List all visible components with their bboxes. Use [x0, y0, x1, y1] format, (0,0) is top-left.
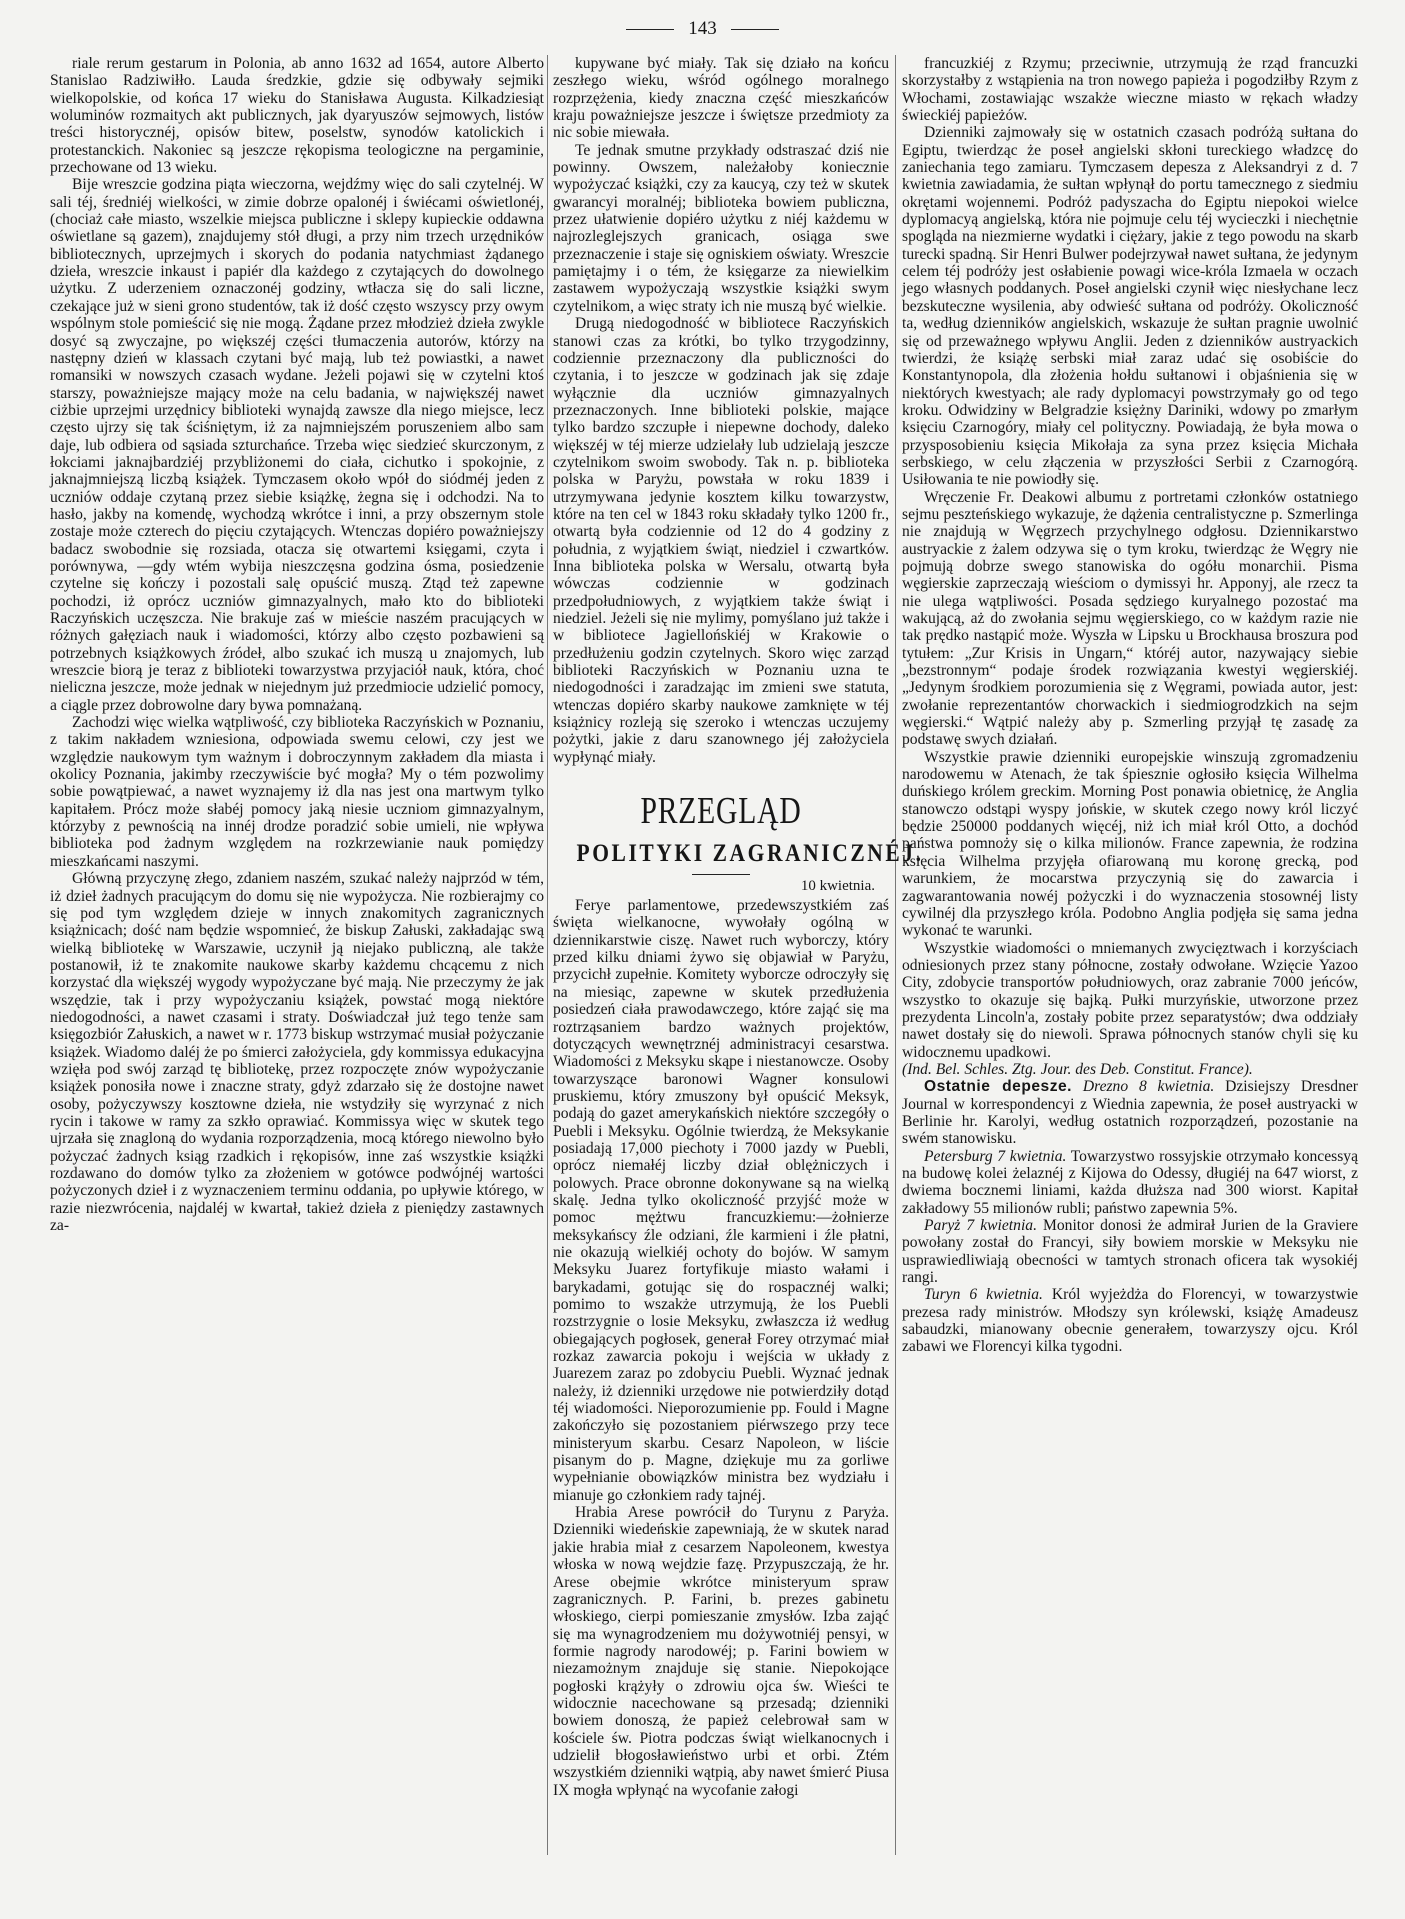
- paragraph: [902, 749, 1358, 940]
- column-2-article-continuation: [553, 55, 889, 766]
- dispatch-dateline: Turyn 6 kwietnia.: [924, 1286, 1043, 1304]
- paragraph: Ferye parlamentowe, przedewszystkiém zaś święta wielkanocne, wywołały ogólną w dziennikarstwie ciszę. Nawet ruch wyborczy, który przed kilku dniami żywo się objawiał w Paryżu, przycichł zupełnie. Komitety wyborcze odroczyły się na miesiąc, zapewne w skutek przedłużenia posiedzeń ciała prawodawczego, które zająć się ma roztrząsaniem bardzo ważnych projektów, dotyczących wewnętrznéj administracyi cesarstwa. Wiadomości z Meksyku skąpe i niestanowcze. Osoby towarzyszące baronowi Wagner konsulowi pruskiemu, który zmuszony był opuścić Meksyk, podają do gazet amerykańskich niektóre szczegóły o Puebli i Meksyku. Ogólnie twierdzą, że Meksykanie posiadają 17,000 piechoty i 7000 jazdy w Puebli, oprócz niemałéj liczby dział oblężniczych i polowych. Prace obronne dokonywane są na wielką skalę. Jedna tylko okoliczność przyjść może w pomoc mężtwu francuzkiemu:—żołnierze meksykańscy źle odziani, źle karmieni i źle płatni, nie okazują wielkiéj ochoty do bojów. W samym Meksyku Juarez fortyfikuje miasto wałami i barykadami, gotując się do rospacznéj walki; pomimo to wszakże utrzymują, że los Puebli rozstrzygnie o losie Meksyku, zwłaszcza iż według obiegających pogłosek, generał Forey otrzymać miał rozkaz zawarcia pokoju i wejścia w układy z Juarezem zaraz po zdobyciu Puebli. Wyznać jednak należy, iż dzienniki urzędowe nie potwierdziły dotąd téj wiadomości. Nieporozumienie pp. Fould i Magne zakończyło się pozostaniem piérwszego przy tece ministeryum skarbu. Cesarz Napoleon, w liście pisanym do p. Magne, dziękuje mu za gorliwe wypełnianie obowiązków ministra bez wydziału i mianuje go członkiem rady tajnéj.: [553, 897, 889, 1504]
- column-rule: [895, 55, 896, 1855]
- paragraph: [902, 940, 1358, 1061]
- column-rule: [547, 55, 548, 1855]
- dispatch-text: Towarzystwo rossyjskie otrzymało koncessyą na budowę kolei żelaznéj z Kijowa do Odessy, długiéj na 647 wiorst, z dwiema bocznemi liniami, każda dłuższa nad 300 wiorst. Kapitał zakładowy 55 milionów rubli; państwo zapewnia 5%.: [902, 1147, 1358, 1217]
- paragraph: Te jednak smutne przykłady odstraszać dziś nie powinny. Owszem, należałoby koniecznie wypożyczać książki, czy za kaucyą, czy też w skutek gwarancyi moralnéj; biblioteka bowiem publiczna, przez ułatwienie dopiéro użytku z niéj każdemu w najrozleglejszych granicach, osiąga swe przeznaczenie i staje się ogniskiem oświaty. Wreszcie pamiętajmy i o tém, że księgarze za niewielkim zastawem wypożyczają wszystkie książki swym czytelnikom, a więc straty ich nie muszą być wielkie.: [553, 141, 889, 315]
- paragraph: kupywane być miały. Tak się działo na końcu zeszłego wieku, wśród ogólnego moralnego rozprzężenia, kiedy znaczna część mieszkańców kraju poważniejsze jeszcze i świętsze przedmioty za nic sobie miewała.: [553, 55, 889, 142]
- dispatch-dateline: Paryż 7 kwietnia.: [924, 1217, 1037, 1235]
- foreign-politics-review: [553, 897, 889, 1799]
- paragraph-text: Dzienniki zajmowały się w ostatnich czasach podróżą sułtana do Egiptu, twierdząc że poseł angielski skłoni tureckiego władzcę do zaniechania tego zamiaru. Tymczasem depesza z Aleksandryi z d. 7 kwietnia zawiadamia, że sułtan wpłynął do portu tamecznego z siedmiu okrętami wojennemi. Podróż padyszacha do Egiptu niepokoi wielce dyplomacyą angielską, która nie pojmuje celu téj wycieczki i niechętnie spogląda na niezmierne wydatki i ciężary, jakie z tego powodu na skarb turecki spadną. Sir Henri Bulwer podejrzywał nawet sułtana, że jedynym celem téj podróży jest osłabienie powagi wice-króla Izmaela w oczach jego własnych poddanych. Poseł angielski czynił więc niesłychane lecz bezskuteczne wysilenia, aby odwieść sułtana od podróży. Okoliczność ta, według dzienników angielskich, wskazuje że sułtan pragnie uwolnić się od przeważnego wpływu Anglii. Jeden z dzienników austryackich twierdzi, że książę serbski miał zaraz udać się osobiście do Konstantynopola, dla złożenia hołdu sułtanowi i objaśnienia się w niektórych kwestyach; ale rady dyplomacyi powstrzymały go od tego kroku. Odwidziny w Belgradzie księżny Dariniki, wdowy po zmarłym księciu Czarnogóry, miały cel polityczny. Powiadają, że była mowa o przysposobieniu księcia Mikołaja za syna przez księcia Michała serbskiego, w celu złączenia w przyszłości Serbii z Czarnogórą. Usiłowania te nie powiodły się.: [902, 124, 1358, 489]
- divider: [731, 29, 779, 30]
- column-3-article: [902, 55, 1358, 1356]
- section-date: 10 kwietnia.: [800, 878, 875, 895]
- paragraph: Drugą niedogodność w bibliotece Raczyńskich stanowi czas za krótki, bo tylko trzygodzinny, codziennie przeznaczony dla publiczności do czytania, i to jeszcze w godzinach jak się zdaje wyłącznie dla uczniów gimnazyalnych przeznaczonych. Inne biblioteki polskie, mające tylko bardzo szczupłe i niepewne dochody, daleko większéj w téj mierze udzielały lub udzielają jeszcze czytelnikom swoim swobody. Tak n. p. biblioteka polska w Paryżu, powstała w roku 1839 i utrzymywana jedynie kosztem kilku towarzystw, które na ten cel w 1843 roku składały tylko 1200 fr., otwartą była codziennie od 12 do 4 godziny z południa, z wyjątkiem świąt, niedziel i czwartków. Inna biblioteka polska w Wersalu, otwartą była wówczas codziennie w godzinach przedpołudniowych, z wyjątkiem także świąt i niedziel. Jeżeli się nie mylimy, pomyślano już także i w bibliotece Jagiellońskiéj w Krakowie o przedłużeniu godzin czytelnych. Skoro więc zarząd biblioteki Raczyńskich w Poznaniu uzna te niedogodności i zaradzając im zmieni swe statuta, wtenczas dopiéro skarby naukowe zamknięte w téj książnicy rozleją się szeroko i wtenczas uczujemy pożytki, jakie z daru szanownego jéj założyciela wypłynąć miały.: [553, 315, 889, 766]
- dispatch-item: [902, 1148, 1358, 1217]
- dispatch-text: Dzisiejszy Dresdner Journal w korrespondencyi z Wiednia zapewnia, że poseł austryacki w Berlinie hr. Karolyi, według ostatnich rozporządzeń, pozostanie na swém stanowisku.: [902, 1078, 1358, 1148]
- paragraph: riale rerum gestarum in Polonia, ab anno 1632 ad 1654, autore Alberto Stanislao Radziwiłło. Lauda średzkie, gdzie się odbywały sejmiki wielkopolskie, od końca 17 wieku do Stanisława Augusta. Kilkadziesiąt woluminów rozmaitych akt publicznych, jak dyaryuszów sejmowych, listów treści historycznéj, opisów bitew, poselstw, synodów katolickich i protestanckich. Nakoniec są jeszcze rękopisma teologiczne na pergaminie, przechowane od 13 wieku.: [50, 55, 544, 177]
- paragraph-text: Wszystkie prawie dzienniki europejskie winszują zgromadzeniu narodowemu w Atenach, że tak śpiesznie ogłosiło księcia Wilhelma duńskiego królem greckim. Morning Post ponawia obietnicę, że Anglia stanowczo odstąpi wyspy jońskie, w skutek czego nowy król liczyć będzie 250000 poddanych więcéj, niż ich miał król Otto, a dochód państwa pomnoży się o kilka milionów. France zapewnia, że rodzina księcia Wilhelma przyjęła ofiarowaną mu koronę grecką, pod warunkiem, że mocarstwa przyczynią się do zawarcia i zagwarantowania nowéj pożyczki i do wyznaczenia stosownéj listy cywilnéj dla przyszłego króla. Podobno Anglia podjęła się sama jedna wykonać te warunki.: [902, 748, 1358, 940]
- title-rule: [692, 874, 750, 875]
- dispatch-text: Król wyjeżdża do Florencyi, w towarzystwie prezesa rady ministrów. Młodszy syn królewski, książę Amadeusz sabaudzki, mianowany obecnie generałem, towarzyszy ojcu. Król zabawi we Florencyi kilka tygodni.: [902, 1286, 1358, 1356]
- page-number-text: 143: [688, 18, 717, 39]
- dispatch-text: Monitor donosi że admirał Jurien de la Graviere powołany został do Francyi, siły bowiem morskie w Meksyku nie usprawiedliwiają obecności w tamtych stronach oficera tak wysokiéj rangi.: [902, 1217, 1358, 1287]
- paragraph: Bije wreszcie godzina piąta wieczorna, wejdźmy więc do sali czytelnéj. W sali téj, średniéj wielkości, w zimie dobrze opalonéj i świécami oświetlonéj, (chociaż całe miasto, wszelkie miejsca publiczne i sklepy kupieckie oddawna oświetlane są gazem), znajdujemy stół długi, a przy nim trzech urzędników bibliotecznych, uprzejmych i skorych do podania natychmiast żądanego dzieła, wreszcie inkaust i papiér dla każdego z czytających do dowolnego użytku. Z uderzeniem oznaczonéj godziny, wtłacza się do sali liczne, czekające już w sieni grono studentów, tak iż dość często wszyscy przy owym wspólnym stole pomieścić się nie mogą. Żądane przez młodzież dzieła zwykle dosyć są zwyczajne, po większéj części tłumaczenia autorów, którzy na następny dzień w klassach czytani być mają, lub też powiastki, a nawet romansiki w nowszych czasach wydane. Jeżeli pojawi się w czytelni ktoś starszy, poważniejsze mający może na celu badania, w największéj nawet ciżbie uprzejmi urzędnicy biblioteki wynajdą zawsze dla niego miejsce, lecz często ujrzy się tak ściśniętym, iż za najmniejszém poruszeniem albo sam daje, lub odbiera od sąsiada szturchańce. Trzeba więc siedzieć skurczonym, z łokciami jaknajbardziéj przybliżonemi do ciała, cichutko i spokojnie, z jaknajmniejszą liczbą książek. Tymczasem około wpół do siódméj jeden z uczniów oddaje czytaną przez siebie książkę, żegna się i odchodzi. Na to hasło, jakby na komendę, wychodzą wkrótce i inni, a przy obszernym stole zostaje może czterech do pięciu czytających. Wtenczas dopiéro poważniejszy badacz swobodnie się rozsiada, otacza się otwartemi księgami, czyta i porównywa, —gdy wtém wybija nieszczęsna godzina ósma, posiedzenie czytelne się kończy i pozostali salę opuścić muszą. Ztąd też zapewne pochodzi, iż oprócz uczniów gimnazyalnych, mało kto do biblioteki Raczyńskich uczęszcza. Nie brakuje zaś w mieście naszém pracujących w różnych gałęziach nauk i wiadomości, którzy albo często pozbawieni są potrzebnych książkowych źródeł, albo szukać ich muszą u znajomych, lub wreszcie biorą je teraz z biblioteki towarzystwa przyjaciół nauk, która, choć nieliczna jeszcze, może jednak w niejednym już przedmiocie udzielić pomocy, a ciągle przez dobrowolne dary bywa pomnażaną.: [50, 176, 544, 714]
- paragraph: [902, 124, 1358, 488]
- dispatches-heading: Ostatnie depesze.: [924, 1078, 1072, 1096]
- paragraph: Zachodzi więc wielka wątpliwość, czy biblioteka Raczyńskich w Poznaniu, z takim nakładem wzniesiona, odpowiada swemu celowi, czy jest we względzie naukowym tym ważnym i dobroczynnym zakładem dla miasta i okolicy Poznania, jakimby rzeczywiście być mogła? My o tém pozwolimy sobie powątpiewać, a nawet wyznajemy iż dla nas jest ona martwym tylko kapitałem. Prócz może słabéj pomocy jaką niesie uczniom gimnazyalnym, którzyby z pewnością na innéj drodze poradzić sobie umieli, nie wpływa biblioteka pod żadnym względem na rozkrzewianie nauk pomiędzy mieszkańcami naszymi.: [50, 714, 544, 870]
- paragraph-text: Wręczenie Fr. Deakowi albumu z portretami członków ostatniego sejmu peszteńskiego wykazuje, że dążenia centralistyczne p. Szmerlinga nie znajdują w Węgrzech przychylnego odgłosu. Dziennikarstwo austryackie z żalem odzywa się o tym kroku, twierdząc że Węgry nie pojmują dobrze swego stanowiska do ogółu monarchii. Pisma węgierskie zaprzeczają wieściom o dymissyi hr. Apponyj, ale rzecz ta nie ulega wątpliwości. Posada sędziego kuryalnego pozostać ma wakującą, aż do zwołania sejmu węgierskiego, co w każdym razie nie tak prędko nastąpić może. Wyszła w Lipsku u Brockhausa broszura pod tytułem: „Zur Krisis in Ungarn,“ któréj autor, nazywający siebie „bezstronnym“ podaje środek rozwiązania kwestyi węgierskiéj. „Jedynym środkiem porozumienia się z Węgrami, powiada autor, jest: zwołanie reprezentantów chorwackich i siedmiogrodzkich na sejm węgierski.“ Wątpić należy aby p. Szmerling przyjął tę zasadę za podstawę swych działań.: [902, 488, 1358, 749]
- divider: [626, 29, 674, 30]
- section-subtitle: POLITYKI ZAGRANICZNÉJ.: [576, 840, 924, 868]
- paragraph-text: francuzkiéj z Rzymu; przeciwnie, utrzymują że rząd francuzki skorzystałby z wstąpienia na tron nowego papieża i pogodziłby Rzym z Włochami, zostawiając wszakże wieczne miasto w rękach władzy świeckiéj papieżów.: [902, 55, 1358, 125]
- paragraph: Hrabia Arese powrócił do Turynu z Paryża. Dzienniki wiedeńskie zapewniają, że w skutek narad jakie hrabia miał z cesarzem Napoleonem, kwestya włoska w nową wejdzie fazę. Przypuszczają, że hr. Arese obejmie wkrótce ministeryum spraw zagranicznych. P. Farini, b. prezes gabinetu włoskiego, cierpi pomieszanie zmysłów. Izba zająć się ma wynagrodzeniem mu dożywotniéj pensyi, w formie nagrody narodowéj; p. Farini bowiem w niezamożnym znajduje się stanie. Niepokojące pogłoski krążyły o zdrowiu ojca św. Wieści te widocznie nacechowane są przesadą; dzienniki bowiem donoszą, że papież celebrował sam w kościele św. Piotra podczas świąt wielkanocnych i udzielił błogosławieństwo urbi et orbi. Ztém wszystkiém dzienniki wątpią, aby nawet śmierć Piusa IX mogła wpłynąć na wycofanie załogi: [553, 1504, 889, 1799]
- dispatch-item: [902, 1286, 1358, 1355]
- column-2: [553, 55, 924, 1799]
- paragraph: [902, 55, 1358, 124]
- dispatch-item: [902, 1078, 1358, 1147]
- dispatch-dateline: Drezno 8 kwietnia.: [1082, 1078, 1215, 1096]
- column-1-article: [50, 55, 544, 1234]
- paragraph: [902, 489, 1358, 749]
- paragraph: Główną przyczynę złego, zdaniem naszém, szukać należy najprzód w tém, iż dzieł żadnych pracującym do domu się nie wypożycza. Nie rozbierajmy co się pod tym względem dzieje w innych znakomitych zagranicznych książnicach; dość nam będzie wspomnieć, że biskup Załuski, zakładając swą wielką bibliotekę w Warszawie, uczynił ją niejako publiczną, ale także postanowił, iż te znakomite naukowe skarby każdemu chcącemu z nich korzystać dla większéj wygody wypożyczane być mają. Nie przeczymy że jak wszędzie, tak i przy wypożyczaniu książek, powstać mogą niektóre niedogodności, a nawet czasami i straty. Doświadczał już tego tenże sam księgozbiór Załuskich, a nawet w r. 1773 biskup wstrzymać musiał pożyczanie książek. Wiadomo daléj że po śmierci założyciela, gdy kommissya edukacyjna wzięła pod swój zarząd tę bibliotekę, przez rozpoczęte znów wypożyczanie książek ponosiła nowe i znaczne straty, gdyż zdarzało się że dostojne nawet osoby, pożyczywszy kosztowne dzieła, nie wstydziły się wyrzynać z nich rycin i takowe w ramy za szkło oprawiać. Kommissya więc w skutek tego ujrzała się znagloną do wydania rozporządzenia, mocą którego niewolno było pożyczać żadnych ksiąg rzadkich i rękopisów, inne zaś wszystkie książki rozdawano do domów tylko za złożeniem w gotówce podwójnéj wartości pożyczonych dzieł i z wyznaczeniem terminu oddania, po upływie którego, w razie niezwrócenia, najdaléj w kwartał, takież dzieła z pieniędzy zastawnych za-: [50, 870, 544, 1235]
- dispatch-item: [902, 1217, 1358, 1286]
- dispatch-dateline: Petersburg 7 kwietnia.: [924, 1147, 1067, 1165]
- paragraph-text: Wszystkie wiadomości o mniemanych zwycięztwach i korzyściach odniesionych przez stany północne, zostały odwołane. Wzięcie Yazoo City, zdobycie transportów południowych, oraz zabranie 7000 jeńców, wszystko to okazuje się bajką. Pułki murzyńskie, utworzone przez prezydenta Lincoln'a, zostały pobite przez separatystów; dwa oddziały nawet dostały się do niewoli. Sprawa północnych stanów chyli się ku widocznemu upadkowi.: [902, 939, 1358, 1061]
- page-number: [0, 18, 1405, 40]
- section-title: PRZEGLĄD: [640, 790, 802, 833]
- source-citation: (Ind. Bel. Schles. Ztg. Jour. des Deb. Constitut. France).: [902, 1060, 1253, 1078]
